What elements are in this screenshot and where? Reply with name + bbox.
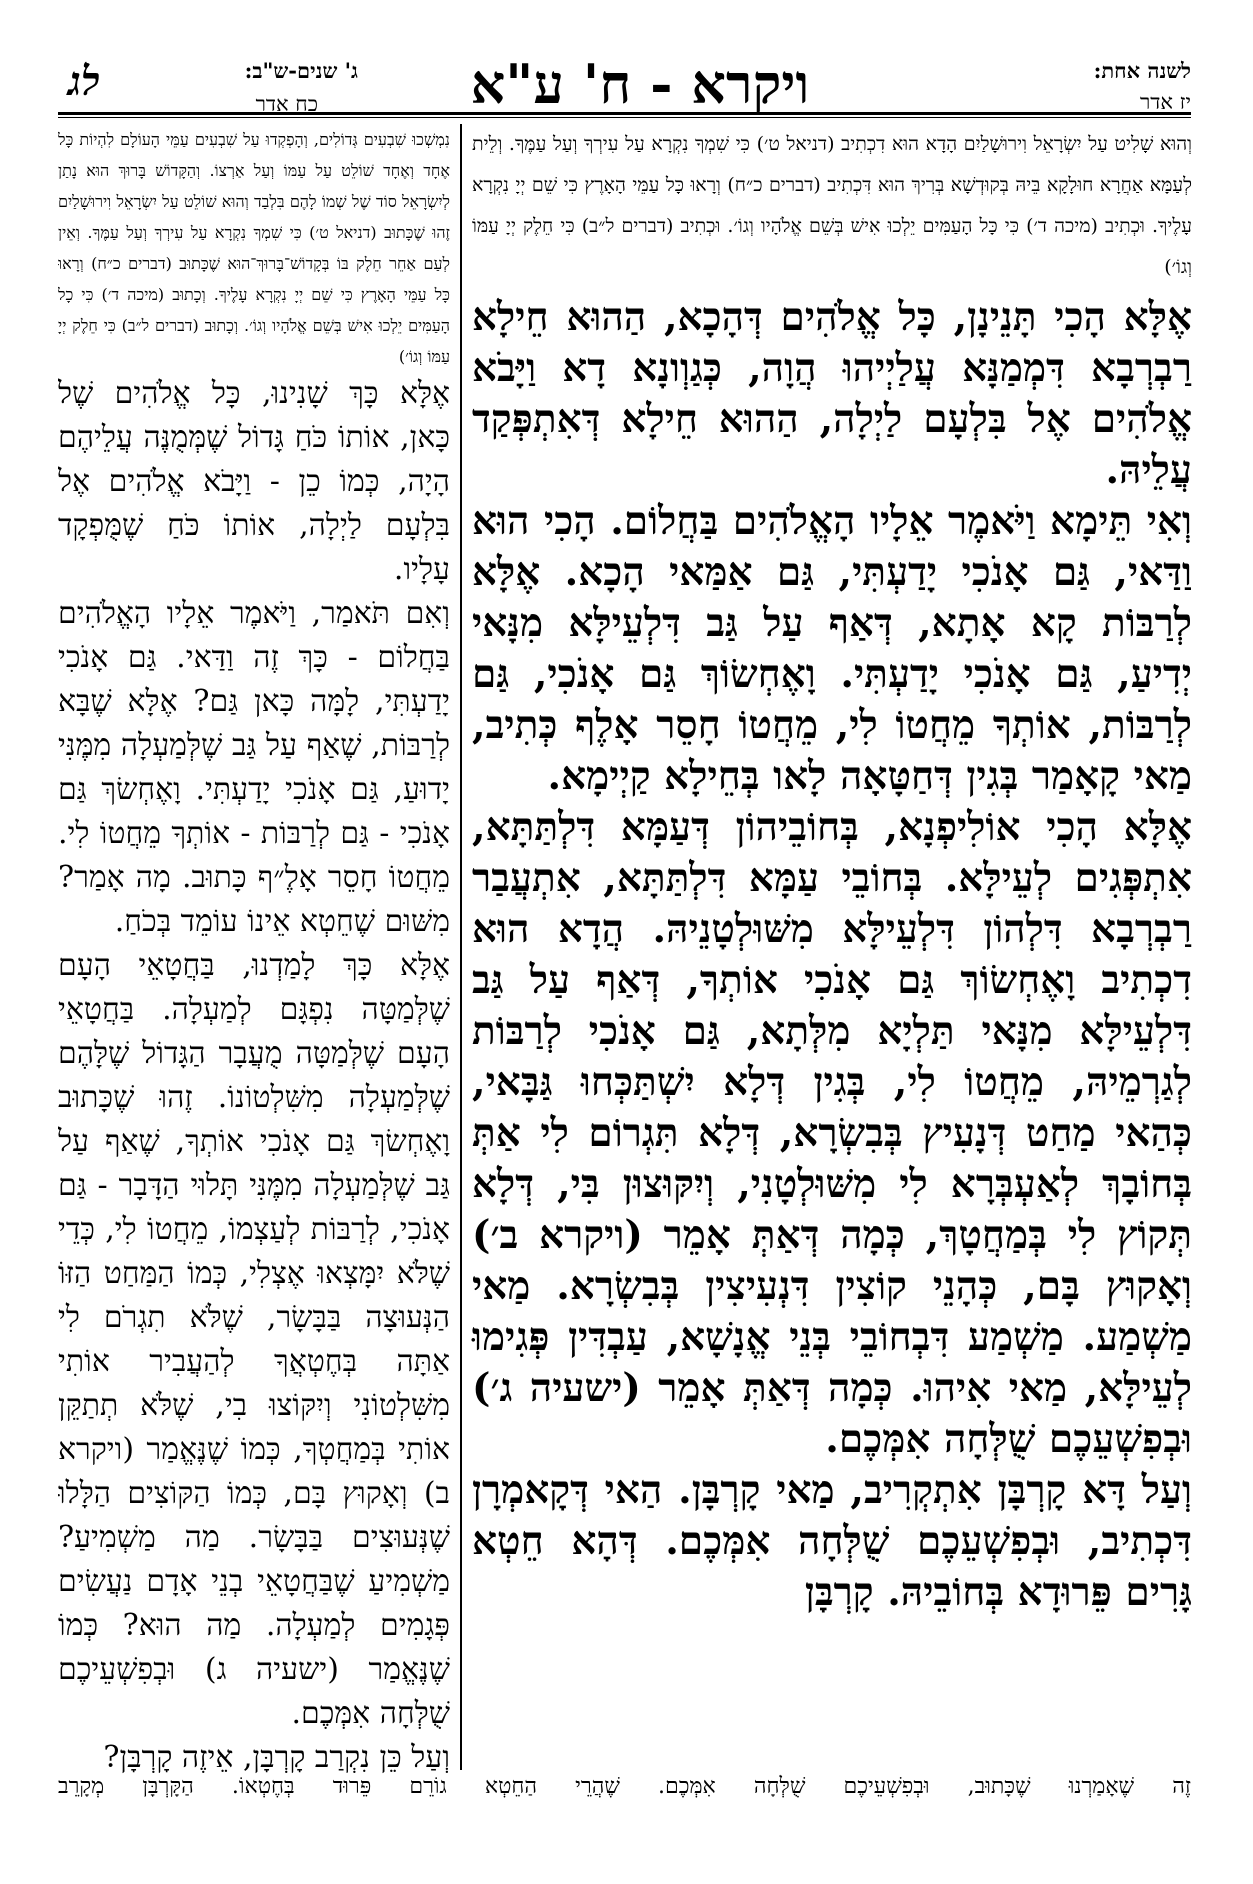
header-rule — [58, 112, 1191, 115]
footer-continuation-line: זֶה שֶׁאָמַרְנוּ שֶׁכָּתוּב, וּבְפִשְׁעֵיכֶם שֻׁלְּחָה אִמְּכֶם. שֶׁהֲרֵי הַחֵטְא גוֹרֵם פֵּרוּד בְּחֶטְאוֹ. הַקָּרְבָּן מְקָרֵב — [58, 1774, 1191, 1799]
folio-number: לג — [68, 58, 100, 105]
header-rule-thin — [58, 117, 1191, 118]
column-divider — [460, 124, 462, 1770]
main-column — [472, 124, 1192, 1764]
translation-column — [58, 124, 450, 1784]
schedule-one-year-label: לשנה אחת: — [1093, 58, 1191, 83]
header-right — [891, 58, 1191, 115]
schedule-three-year-date: כח אדר — [255, 92, 318, 116]
schedule-one-year-date: יז אדר — [1139, 90, 1191, 114]
schedule-three-year-label: ג' שנים-ש"ב: — [244, 58, 358, 83]
translation-intro-paragraph: נִמְשְׁכוּ שִׁבְעִים גְּדוֹלִים, וְהָפְקְדוּ עַל שִׁבְעִים עַמֵּי הָעוֹלָם לִהְיוֹת כָּל אֶחָד וְאֶחָד שׁוֹלֵט עַל עַמּוֹ וְעַל אַרְצוֹ. וְהַקָּדוֹשׁ בָּרוּךְ הוּא נָתַן לְיִשְׂרָאֵל סוֹד שֶׁל שְׁמוֹ לָהֶם בִּלְבַד וְהוּא שׁוֹלֵט עַל יִשְׂרָאֵל וִירוּשָׁלַיִם זֶהוּ שֶׁכָּתוּב (דניאל ט׳) כִּי שִׁמְךָ נִקְרָא עַל עִירְךָ וְעַל עַמֶּךָ. וְאֵין לְעַם אַחֵר חֵלֶק בּוֹ בְּקָדוֹשׁ־בָּרוּךְ־הוּא שֶׁכָּתוּב (דברים כ״ח) וְרָאוּ כָּל עַמֵּי הָאָרֶץ כִּי שֵׁם יְיָ נִקְרָא עָלֶיךָ. וְכָתוּב (מיכה ד׳) כִּי כָל הָעַמִּים יֵלְכוּ אִישׁ בְּשֵׁם אֱלֹהָיו וְגוֹ׳. וְכָתוּב (דברים ל״ב) כִּי חֵלֶק יְיָ עַמּוֹ וְגוֹ׳) — [58, 130, 450, 366]
main-paragraph-4: וְעַל דָּא קָרְבָּן אִתְקְרִיב, מַאי קָרְבָּן. הַאי דְּקָאמְרָן דִּכְתִיב, וּבְפִשְׁעֵכֶם שֻׁלְּחָה אִמְּכֶם. דְּהָא חֵטְא גָּרִים פֵּרוּדָא בְּחוֹבֵיהּ. קָרְבָּן — [472, 1467, 1192, 1615]
main-paragraph-3: אֶלָּא הָכִי אוֹלִיפְנָא, בְּחוֹבֵיהוֹן דְּעַמָּא דִּלְתַּתָּא, אִתְפְּגִים לְעֵילָּא. בְּחוֹבֵי עַמָּא דִּלְתַּתָּא, אִתְעֲבַר רַבְרְבָא דִּלְהוֹן דִּלְעֵילָּא מִשּׁוּלְטָנֵיהּ. הֲדָא הוּא דִכְתִיב וָאֶחְשׂוֹךְ גַּם אָנֹכִי אוֹתְךָ, דְּאַף עַל גַּב דִּלְעֵילָּא מִנָּאי תַּלְיָא מִלְּתָא, גַּם אָנֹכִי לְרַבּוֹת לְגַרְמֵיהּ, מֵחֲטוֹ לִי, בְּגִין דְּלָא יִשְׁתַּכְּחוּ גַּבָּאי, כְּהַאי מַחַט דְּנָעִיץ בְּבִשְׂרָא, דְּלָא תִּגְרוֹם לִי אַתְּ בְּחוֹבָךְ לְאַעְבְּרָא לִי מִשּׁוּלְטָנִי, וְיִקּוּצוּן בִּי, דְּלָא תְּקוֹץ לִי בְּמַחֲטָךְ, כְּמָה דְּאַתְּ אָמֵר (ויקרא ב׳) וְאָקוּץ בָּם, כְּהָנֵי קוֹצִין דִּנְעִיצִין בְּבִשְׂרָא. מַאי מַשְׁמַע. מַשְׁמַע דִּבְחוֹבֵי בְּנֵי אֱנָשָׁא, עַבְדִּין פְּגִימוּ לְעֵילָּא, מַאי אִיהוּ. כְּמָה דְּאַתְּ אָמֵר (ישעיה ג׳) וּבְפִשְׁעֵכֶם שֻׁלְּחָה אִמְּכֶם. — [472, 804, 1192, 1462]
main-paragraph-1: אֶלָּא הָכִי תָּנֵינָן, כָּל אֱלֹהִים דְּהָכָא, הַהוּא חֵילָא רַבְרְבָא דִּמְמַנָּא עֲלַיְיהוּ הֲוָה, כְּגַוְונָא דָא וַיָּבֹא אֱלֹהִים אֶל בִּלְעָם לַיְלָה, הַהוּא חֵילָא דְּאִתְפְּקַד עֲלֵיהּ. — [472, 294, 1192, 493]
page-title: ויקרא - ח' ע"א — [470, 52, 810, 116]
main-intro-paragraph: וְהוּא שָׁלִיט עַל יִשְׂרָאֵל וִירוּשָׁלַיִם הָדָא הוּא דִכְתִיב (דניאל ט׳) כִּי שִׁמְךָ נִקְרָא עַל עִירְךָ וְעַל עַמֶּךָ. וְלֵית לְעַמָּא אַחֲרָא חוּלָקָא בֵּיהּ בְּקוּדְשָׁא בְּרִיךְ הוּא דִּכְתִיב (דברים כ״ח) וְרָאוּ כָּל עַמֵּי הָאָרֶץ כִּי שֵׁם יְיָ נִקְרָא עָלֶיךָ. וּכְתִיב (מיכה ד׳) כִּי כָּל הָעַמִּים יֵלְכוּ אִישׁ בְּשֵׁם אֱלֹהָיו וְגוֹ׳. וּכְתִיב (דברים ל״ב) כִּי חֵלֶק יְיָ עַמּוֹ וְגוֹ׳) — [472, 133, 1192, 278]
translation-paragraph-2: וְאִם תֹּאמַר, וַיֹּאמֶר אֵלָיו הָאֱלֹהִים בַּחֲלוֹם - כָּךְ זֶה וַדַּאי. גַּם אָנֹכִי יָדַעְתִּי, לָמָּה כָּאן גַּם? אֶלָּא שֶׁבָּא לְרַבּוֹת, שֶׁאַף עַל גַּב שֶׁלְּמַעְלָה מִמֶּנִּי יָדוּעַ, גַּם אָנֹכִי יָדַעְתִּי. וָאֶחְשׂךְ גַּם אָנֹכִי - גַּם לְרַבּוֹת - אוֹתְךָ מֵחֲטוֹ לִי. מֵחֲטוֹ חָסֵר אָלֶ״ף כָּתוּב. מָה אָמַר? מִשּׁוּם שֶׁחֵטְא אֵינוֹ עוֹמֵד בְּכֹחַ. — [58, 596, 450, 939]
translation-paragraph-1: אֶלָּא כָּךְ שָׁנִינוּ, כָּל אֱלֹהִים שֶׁל כָּאן, אוֹתוֹ כֹּחַ גָּדוֹל שֶׁמְּמֻנֶּה עֲלֵיהֶם הָיָה, כְּמוֹ כֵן - וַיָּבֹא אֱלֹהִים אֶל בִּלְעָם לַיְלָה, אוֹתוֹ כֹּחַ שֶׁמֻּפְקָד עָלָיו. — [58, 376, 450, 587]
translation-paragraph-4: וְעַל כֵּן נִקְרַב קָרְבָּן, אֵיזֶה קָרְבָּן? — [103, 1740, 450, 1775]
main-paragraph-2: וְאִי תֵּימָא וַיֹּאמֶר אֵלָיו הָאֱלֹהִים בַּחֲלוֹם. הָכִי הוּא וַדַּאי, גַּם אָנֹכִי יָדַעְתִּי, גַּם אַמַּאי הָכָא. אֶלָּא לְרַבּוֹת קָא אָתָא, דְּאַף עַל גַּב דִּלְעֵילָּא מִנָּאי יְדִיעַ, גַּם אָנֹכִי יָדַעְתִּי. וָאֶחְשׂוֹךְ גַּם אָנֹכִי, גַּם לְרַבּוֹת, אוֹתְךָ מֵחֲטוֹ לִי, מֵחֲטוֹ חָסֵר אָלֶף כְּתִיב, מַאי קָאָמַר בְּגִין דְּחַטָּאָה לָאו בְּחֵילָא קַיְימָא. — [472, 498, 1192, 799]
translation-paragraph-3: אֶלָּא כָּךְ לָמַדְנוּ, בַּחֲטָאֵי הָעָם שֶׁלְּמַטָּה נִפְגָּם לְמַעְלָה. בַּחֲטָאֵי הָעָם שֶׁלְּמַטָּה מֻעֲבָר הַגָּדוֹל שֶׁלָּהֶם שֶׁלְּמַעְלָה מִשִּׁלְטוֹנוֹ. זֶהוּ שֶׁכָּתוּב וָאֶחְשׂךְ גַּם אָנֹכִי אוֹתְךָ, שֶׁאַף עַל גַּב שֶׁלְּמַעְלָה מִמֶּנִּי תָּלוּי הַדָּבָר - גַּם אָנֹכִי, לְרַבּוֹת לְעַצְמוֹ, מֵחֲטוֹ לִי, כְּדֵי שֶׁלֹּא יִמָּצְאוּ אֶצְלִי, כְּמוֹ הַמַּחַט הַזּוֹ הַנְּעוּצָה בַּבָּשָׂר, שֶׁלֹּא תִגְרֹם לִי אַתָּה בְּחֶטְאֲךָ לְהַעֲבִיר אוֹתִי מִשִּׁלְטוֹנִי וְיִקּוֹצוּ בִי, שֶׁלֹּא תְתַקֵּן אוֹתִי בְּמַחֲטְךָ, כְּמוֹ שֶׁנֶּאֱמַר (ויקרא ב) וְאָקוּץ בָּם, כְּמוֹ הַקּוֹצִים הַלָּלוּ שֶׁנְּעוּצִים בַּבָּשָׂר. מַה מַשְׁמִיעַ? מַשְׁמִיעַ שֶׁבַּחֲטָאֵי בְנֵי אָדָם נַעֲשִׂים פְּגָמִים לְמַעְלָה. מַה הוּא? כְּמוֹ שֶׁנֶּאֱמַר (ישעיה ג) וּבְפִשְׁעֵיכֶם שֻׁלְּחָה אִמְּכֶם. — [58, 948, 450, 1731]
